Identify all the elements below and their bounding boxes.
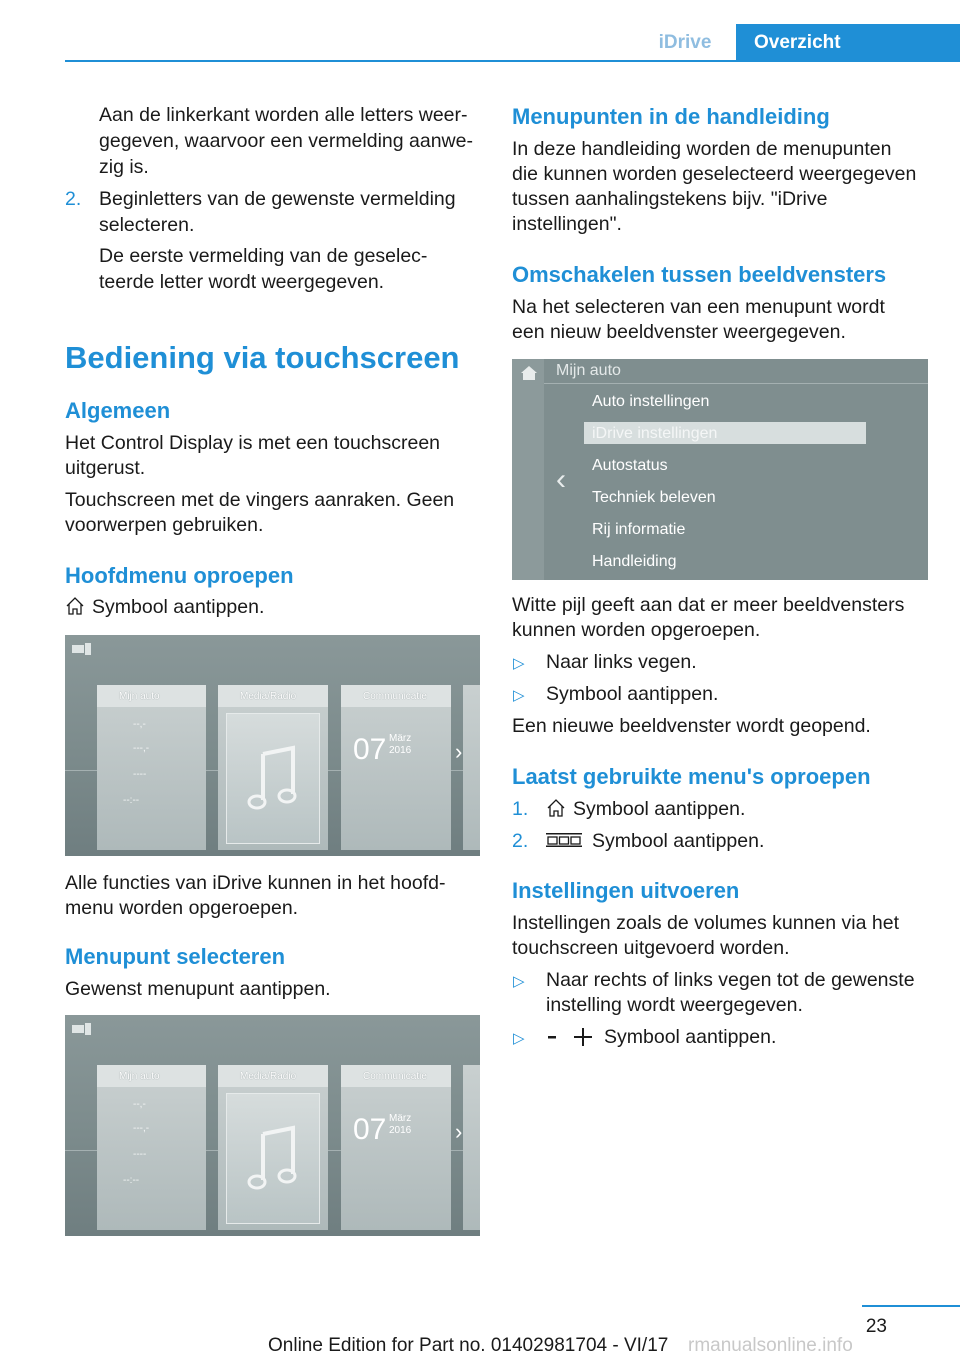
music-note-icon xyxy=(226,1093,320,1224)
chevron-right-icon: › xyxy=(455,1119,463,1144)
paragraph: Het Control Display is met een touchscreen xyxy=(65,432,441,454)
subheading: Omschakelen tussen beeldvensters xyxy=(512,262,887,287)
menu-title: Mijn auto xyxy=(556,362,621,379)
home-icon xyxy=(546,798,566,818)
bullet-text: Naar links vegen. xyxy=(546,651,697,673)
menu-item[interactable]: Auto instellingen xyxy=(592,393,710,410)
bullet-text: Naar rechts of links vegen tot de gewenste xyxy=(546,969,915,991)
paragraph: uitgerust. xyxy=(65,457,146,479)
step-text: Symbool aantippen. xyxy=(592,830,765,852)
subheading: Menupunt selecteren xyxy=(65,944,286,969)
paragraph: touchscreen uitgevoerd worden. xyxy=(512,937,790,959)
menu-item[interactable]: Handleiding xyxy=(592,553,677,570)
bullet-triangle-icon: ▷ xyxy=(513,1030,525,1047)
tile-label: Communicatie xyxy=(363,1070,427,1082)
header-chapter: Overzicht xyxy=(736,24,960,62)
home-icon xyxy=(65,596,85,616)
tile-value: --,- xyxy=(133,719,146,730)
header-section: iDrive xyxy=(658,32,712,53)
paragraph: instellingen". xyxy=(512,213,622,235)
step-text: teerde letter wordt weergegeven. xyxy=(99,271,385,293)
tile-value: --,- xyxy=(133,1099,146,1110)
subheading: Algemeen xyxy=(65,398,171,423)
section-heading: Bediening via touchscreen xyxy=(65,340,460,375)
bullet-text: Symbool aantippen. xyxy=(604,1026,777,1048)
chevron-left-icon: ‹ xyxy=(556,463,566,496)
paragraph: een nieuw beeldvenster weergegeven. xyxy=(512,321,846,343)
paragraph: Symbool aantippen. xyxy=(92,596,265,618)
paragraph: Na het selecteren van een menupunt wordt xyxy=(512,296,885,318)
step-text: selecteren. xyxy=(99,214,195,236)
date-month: März 2016 xyxy=(389,733,412,756)
step-text: Symbool aantippen. xyxy=(573,798,746,820)
home-icon xyxy=(520,365,538,381)
paragraph: voorwerpen gebruiken. xyxy=(65,514,264,536)
select-menu-screenshot xyxy=(65,1015,480,1236)
main-menu-screenshot xyxy=(65,635,480,856)
tile-label: Media/Radio xyxy=(240,690,297,702)
tile-value: --:-- xyxy=(123,1175,140,1186)
step-text: Beginletters van de gewenste vermelding xyxy=(99,188,456,210)
watermark: rmanualsonline.info xyxy=(688,1335,853,1356)
subheading: Menupunten in de handleiding xyxy=(512,104,830,129)
caption: kunnen worden opgeroepen. xyxy=(512,619,761,641)
tile-label: Mijn auto xyxy=(119,1070,160,1082)
music-note-icon xyxy=(226,713,320,844)
tile-label: Media/Radio xyxy=(240,1070,297,1082)
page-number: 23 xyxy=(865,1316,887,1337)
header-rule xyxy=(65,60,960,62)
step-number: 1. xyxy=(512,798,529,820)
paragraph: In deze handleiding worden de menupunten xyxy=(512,138,892,160)
subheading: Instellingen uitvoeren xyxy=(512,878,740,903)
paragraph: Instellingen zoals de volumes kunnen via het xyxy=(512,912,899,934)
bullet-triangle-icon: ▷ xyxy=(513,687,525,704)
bullet-triangle-icon: ▷ xyxy=(513,973,525,990)
paragraph: zig is. xyxy=(99,156,149,178)
date-day: 07 xyxy=(353,733,387,766)
paragraph: tussen aanhalingstekens bijv. "iDrive xyxy=(512,188,828,210)
car-icon xyxy=(71,1021,93,1039)
tile-value: ---- xyxy=(133,769,147,780)
car-icon xyxy=(71,641,93,659)
tile-value: ---,- xyxy=(133,743,150,754)
menu-item[interactable]: Rij informatie xyxy=(592,521,686,538)
footer-rule xyxy=(862,1305,960,1307)
paragraph: Touchscreen met de vingers aanraken. Geen xyxy=(65,489,455,511)
menu-screenshot xyxy=(512,359,928,580)
caption: Witte pijl geeft aan dat er meer beeldvensters xyxy=(512,594,905,616)
paragraph: Aan de linkerkant worden alle letters weer- xyxy=(99,104,468,126)
tile-label: Mijn auto xyxy=(119,690,160,702)
caption: Alle functies van iDrive kunnen in het hoofd- xyxy=(65,872,446,894)
paragraph: die kunnen worden geselecteerd weergegeven xyxy=(512,163,917,185)
paragraph: Gewenst menupunt aantippen. xyxy=(65,978,331,1000)
subheading: Hoofdmenu oproepen xyxy=(65,563,294,588)
menu-item[interactable]: Autostatus xyxy=(592,457,668,474)
recent-menus-icon xyxy=(546,833,582,847)
footer-edition: Online Edition for Part no. 01402981704 - VI/17 xyxy=(268,1335,669,1356)
chevron-right-icon: › xyxy=(455,739,463,764)
tile-value: --:-- xyxy=(123,795,140,806)
step-number: 2. xyxy=(512,830,529,852)
date-month: März 2016 xyxy=(389,1113,412,1136)
tile-value: ---,- xyxy=(133,1123,150,1134)
bullet-text: Symbool aantippen. xyxy=(546,683,719,705)
date-day: 07 xyxy=(353,1113,387,1146)
caption: menu worden opgeroepen. xyxy=(65,897,299,919)
menu-item[interactable]: iDrive instellingen xyxy=(592,425,718,442)
step-text: De eerste vermelding van de geselec- xyxy=(99,245,428,267)
bullet-triangle-icon: ▷ xyxy=(513,655,525,672)
paragraph: Een nieuwe beeldvenster wordt geopend. xyxy=(512,715,871,737)
tile-label: Communicatie xyxy=(363,690,427,702)
tile-value: ---- xyxy=(133,1149,147,1160)
menu-item[interactable]: Techniek beleven xyxy=(592,489,716,506)
minus-plus-icon xyxy=(546,1027,596,1047)
bullet-text: instelling wordt weergegeven. xyxy=(546,994,803,1016)
paragraph: gegeven, waarvoor een vermelding aanwe- xyxy=(99,130,473,152)
subheading: Laatst gebruikte menu's oproepen xyxy=(512,764,871,789)
step-number: 2. xyxy=(65,188,82,210)
